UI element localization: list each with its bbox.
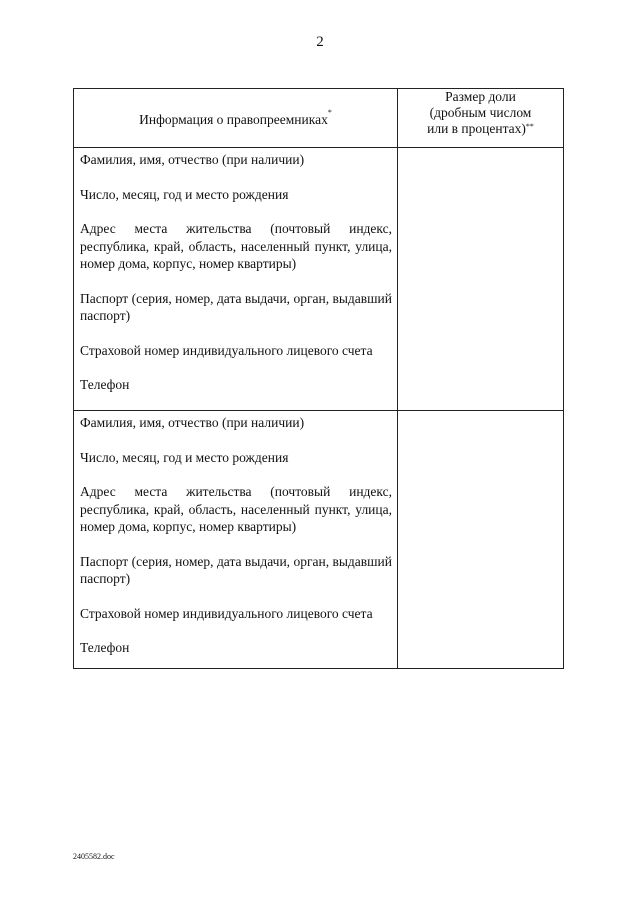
- share-cell[interactable]: [398, 148, 564, 411]
- phone-label: Телефон: [80, 640, 130, 655]
- heir-info-cell: [74, 148, 398, 411]
- full-name-label: Фамилия, имя, отчество (при наличии): [80, 415, 305, 430]
- table-row: [74, 148, 564, 411]
- header-share-size: Размер доли (дробным числом или в процентах)**: [398, 89, 564, 148]
- footnote-mark: *: [327, 108, 332, 117]
- insurance-number-label: Страховой номер индивидуального лицевого счета: [80, 605, 373, 621]
- full-name-label: Фамилия, имя, отчество (при наличии): [80, 152, 305, 167]
- document-reference: 2405582.doc: [73, 852, 115, 861]
- heirs-table: [73, 88, 564, 669]
- insurance-number-label: Страховой номер индивидуального лицевого счета: [80, 342, 373, 358]
- header-heirs-info: Информация о правопреемниках*: [74, 89, 398, 148]
- table-row: [74, 411, 564, 669]
- address-label: Адрес места жительства (почтовый индекс, республика, край, область, населенный пункт, улица, номер дома, корпус, номер квартиры): [80, 221, 392, 271]
- heir-info-cell: [74, 411, 398, 669]
- share-cell[interactable]: [398, 411, 564, 669]
- birth-label: Число, месяц, год и место рождения: [80, 186, 289, 202]
- passport-label: Паспорт (серия, номер, дата выдачи, орган, выдавший паспорт): [80, 553, 392, 586]
- table-header-row: [74, 89, 564, 148]
- passport-label: Паспорт (серия, номер, дата выдачи, орган, выдавший паспорт): [80, 290, 392, 323]
- birth-label: Число, месяц, год и место рождения: [80, 449, 289, 465]
- page-number: 2: [316, 34, 324, 50]
- address-label: Адрес места жительства (почтовый индекс, республика, край, область, населенный пункт, улица, номер дома, корпус, номер квартиры): [80, 484, 392, 534]
- phone-label: Телефон: [80, 377, 130, 392]
- footnote-mark: **: [525, 122, 534, 131]
